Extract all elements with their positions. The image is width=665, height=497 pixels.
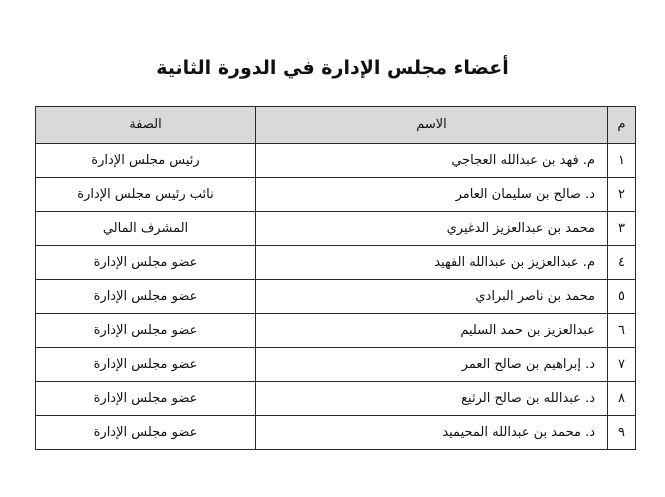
member-role: نائب رئيس مجلس الإدارة [36, 178, 256, 212]
member-role: عضو مجلس الإدارة [36, 382, 256, 416]
header-name: الاسم [256, 107, 608, 144]
row-number: ٧ [608, 348, 636, 382]
page-title: أعضاء مجلس الإدارة في الدورة الثانية [156, 57, 509, 79]
row-number: ٢ [608, 178, 636, 212]
member-name: عبدالعزيز بن حمد السليم [256, 314, 608, 348]
member-name: م. عبدالعزيز بن عبدالله الفهيد [256, 246, 608, 280]
table-row [36, 348, 636, 382]
board-members-table [35, 106, 636, 450]
table-header-row [36, 107, 636, 144]
member-name: د. محمد بن عبدالله المحيميد [256, 416, 608, 450]
row-number: ٦ [608, 314, 636, 348]
table-row [36, 382, 636, 416]
member-name: م. فهد بن عبدالله العجاجي [256, 144, 608, 178]
row-number: ٨ [608, 382, 636, 416]
header-role: الصفة [36, 107, 256, 144]
row-number: ٤ [608, 246, 636, 280]
table-row [36, 178, 636, 212]
table-row [36, 314, 636, 348]
table-row [36, 144, 636, 178]
member-name: محمد بن عبدالعزيز الدغيري [256, 212, 608, 246]
table-row [36, 212, 636, 246]
header-number: م [608, 107, 636, 144]
member-role: عضو مجلس الإدارة [36, 246, 256, 280]
row-number: ١ [608, 144, 636, 178]
table-row [36, 280, 636, 314]
member-role: عضو مجلس الإدارة [36, 416, 256, 450]
member-role: المشرف المالي [36, 212, 256, 246]
member-role: عضو مجلس الإدارة [36, 314, 256, 348]
member-role: عضو مجلس الإدارة [36, 348, 256, 382]
member-name: د. إبراهيم بن صالح العمر [256, 348, 608, 382]
row-number: ٣ [608, 212, 636, 246]
member-role: عضو مجلس الإدارة [36, 280, 256, 314]
member-name: د. عبدالله بن صالح الرثيع [256, 382, 608, 416]
table-row [36, 416, 636, 450]
member-role: رئيس مجلس الإدارة [36, 144, 256, 178]
table-row [36, 246, 636, 280]
member-name: د. صالح بن سليمان العامر [256, 178, 608, 212]
row-number: ٥ [608, 280, 636, 314]
row-number: ٩ [608, 416, 636, 450]
member-name: محمد بن ناصر البرادي [256, 280, 608, 314]
